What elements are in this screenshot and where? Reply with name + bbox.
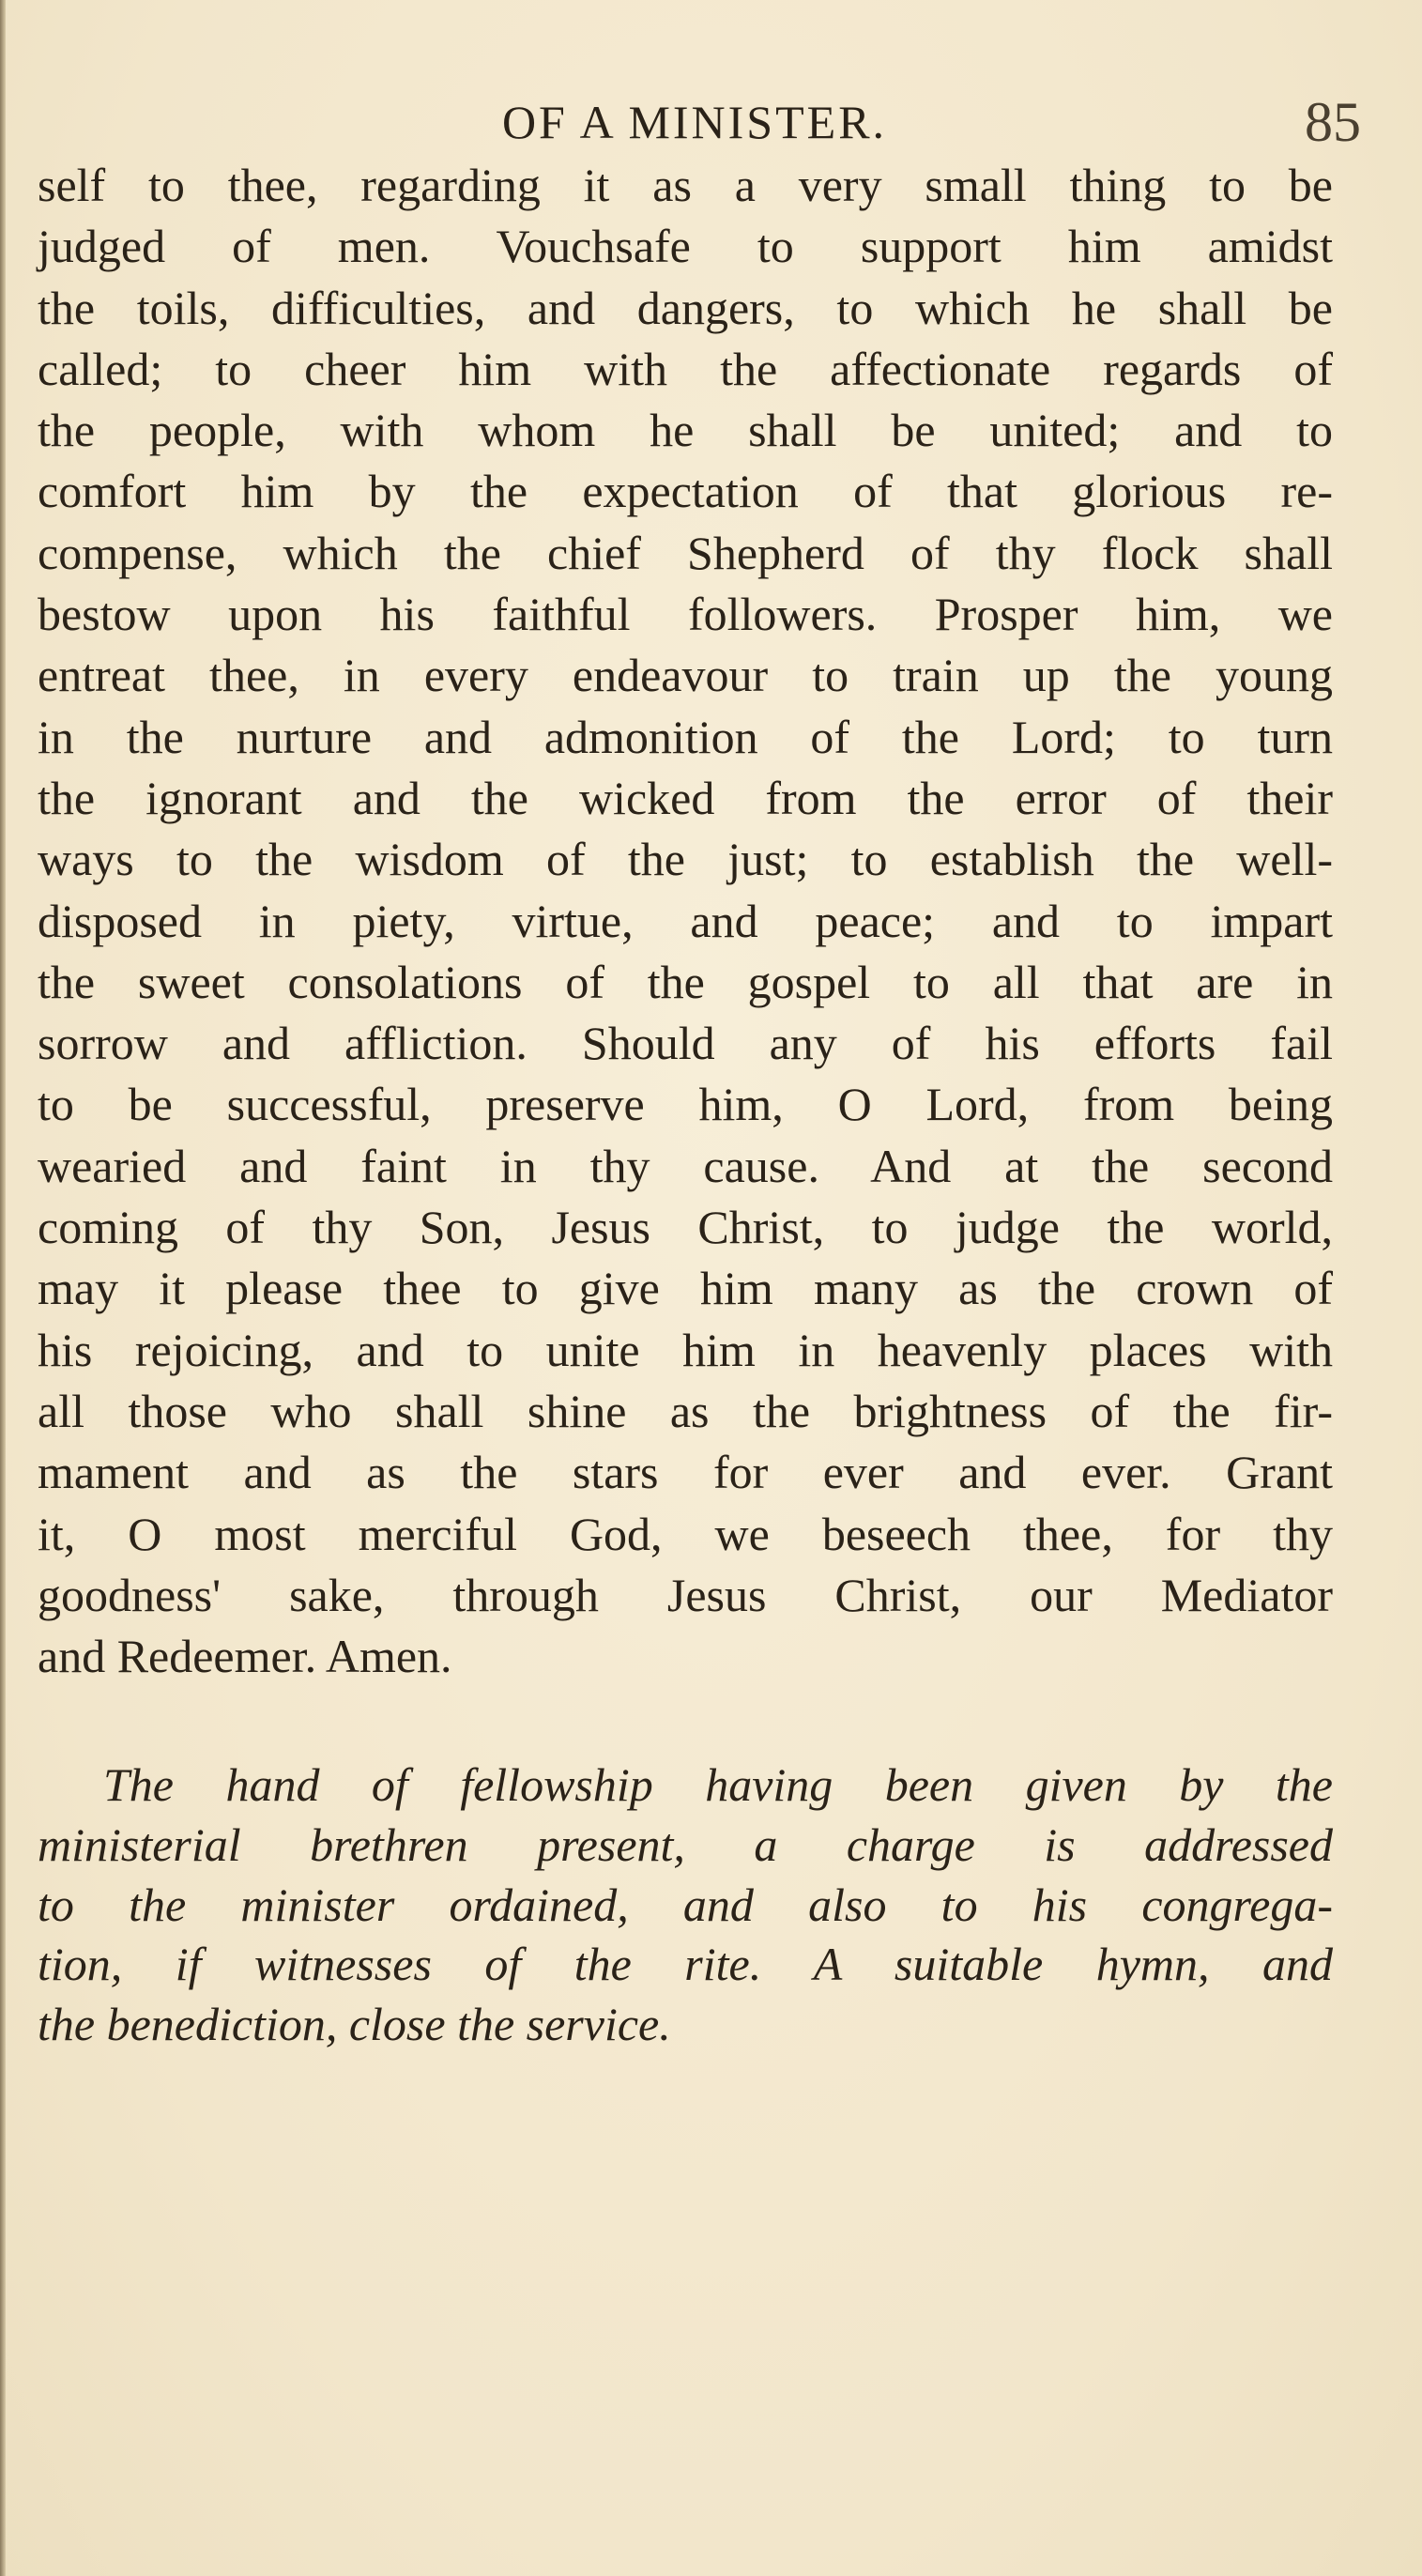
text-line: sorrow and affliction. Should any of his efforts fail	[38, 1017, 1333, 1070]
text-line: entreat thee, in every endeavour to train up the young	[38, 649, 1333, 702]
text-line: coming of thy Son, Jesus Christ, to judge the world,	[38, 1201, 1333, 1254]
rubric-line: tion, if witnesses of the rite. A suitable hymn, and	[38, 1938, 1333, 1991]
rubric-line: The hand of fellowship having been given by the	[103, 1758, 1333, 1811]
rubric-line: ministerial brethren present, a charge is addressed	[38, 1817, 1333, 1871]
text-line: in the nurture and admonition of the Lord; to turn	[38, 710, 1333, 763]
text-line: all those who shall shine as the brightness of the fir-	[38, 1384, 1333, 1437]
running-head: OF A MINISTER.	[501, 96, 888, 148]
text-line: to be successful, preserve him, O Lord, from being	[38, 1078, 1333, 1131]
text-line: compense, which the chief Shepherd of thy flock shall	[38, 526, 1333, 579]
text-line: self to thee, regarding it as a very small thing to be	[38, 159, 1333, 211]
text-line: goodness' sake, through Jesus Christ, our Mediator	[38, 1568, 1333, 1621]
text-line: the sweet consolations of the gospel to all that are in	[38, 955, 1333, 1008]
text-line: mament and as the stars for ever and ever. Grant	[38, 1446, 1333, 1499]
text-line: judged of men. Vouchsafe to support him amidst	[38, 220, 1333, 273]
text-line: wearied and faint in thy cause. And at the second	[38, 1139, 1333, 1192]
text-line: his rejoicing, and to unite him in heavenly places with	[38, 1323, 1333, 1376]
text-line: ways to the wisdom of the just; to establish the well-	[38, 833, 1333, 886]
text-line: the ignorant and the wicked from the error of their	[38, 771, 1333, 824]
text-line: it, O most merciful God, we beseech thee, for thy	[38, 1507, 1333, 1560]
text-line: and Redeemer. Amen.	[38, 1630, 452, 1683]
page-header	[28, 89, 1361, 155]
text-line: the people, with whom he shall be united; and to	[38, 404, 1333, 457]
text-line: called; to cheer him with the affectionate regards of	[38, 342, 1333, 395]
text-line: comfort him by the expectation of that glorious re-	[38, 465, 1333, 518]
prayer-text	[38, 155, 1333, 1687]
page-binding-edge	[0, 0, 6, 2576]
rubric-line: the benediction, close the service.	[38, 1998, 671, 2051]
text-line: may it please thee to give him many as the crown of	[38, 1262, 1333, 1315]
rubric-line: to the minister ordained, and also to his congrega-	[38, 1878, 1333, 1931]
text-line: bestow upon his faithful followers. Prosper him, we	[38, 588, 1333, 641]
page-number: 85	[1305, 91, 1361, 153]
rubric-instructions	[38, 1756, 1333, 2055]
text-line: the toils, difficulties, and dangers, to which he shall be	[38, 281, 1333, 334]
text-line: disposed in piety, virtue, and peace; and to impart	[38, 894, 1333, 947]
